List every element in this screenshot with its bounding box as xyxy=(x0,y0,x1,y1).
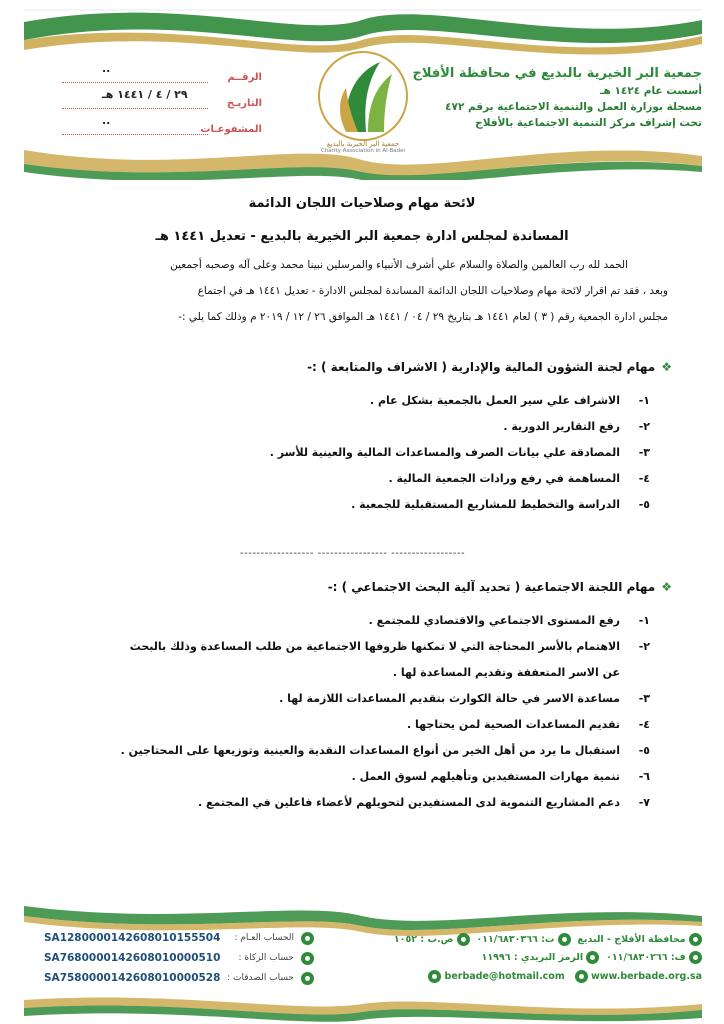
item-text-continued: عن الاسر المتعففة وتقديم المساعدة لها . xyxy=(392,666,620,679)
number-dotted-line xyxy=(62,82,208,83)
meta-number-row xyxy=(62,62,262,88)
bank-icon xyxy=(301,972,314,985)
list-item xyxy=(30,414,650,440)
list-item xyxy=(30,686,650,712)
section-divider xyxy=(30,548,694,562)
footer-contact-line1 xyxy=(394,933,702,946)
section-heading-social xyxy=(30,580,694,594)
meta-date-row xyxy=(62,88,262,114)
attachments-label: المشفوعـات xyxy=(200,124,262,135)
org-name: جمعية البر الخيرية بالبديع في محافظة الأفلاج xyxy=(412,66,702,81)
logo-arabic-text: جمعية البر الخيرية بالبديع xyxy=(326,140,400,148)
footer-contact-line3 xyxy=(428,970,702,983)
footer-pobox: ص.ب : ١٠٥٢ xyxy=(393,934,454,945)
date-dotted-line xyxy=(62,108,208,109)
list-item xyxy=(30,466,650,492)
email-icon xyxy=(428,970,441,983)
divider-dashes: ------------------ ----------------- ------------------ xyxy=(240,548,466,559)
number-value: .. xyxy=(102,62,111,75)
item-text: المصادقة علي بيانات الصرف والمساعدات المالية والعينية للأسر . xyxy=(269,446,620,459)
document-subtitle: المساندة لمجلس ادارة جمعية البر الخيرية بالبديع - تعديل ١٤٤١ هـ xyxy=(155,229,569,244)
item-text: استقبال ما يرد من أهل الخير من أنواع المساعدات النقدية والعينية وتوزيعها على المحتاجين . xyxy=(120,744,620,757)
item-number: ٥- xyxy=(638,744,650,757)
intro-line: وبعد ، فقد تم اقرار لائحة مهام وصلاحيات اللجان الدائمة المساندة لمجلس الادارة - تعديل ١٤٤١ هـ في اجتماع xyxy=(197,285,668,297)
intro-line: الحمد لله رب العالمين والصلاة والسلام علي أشرف الأنبياء والمرسلين نبينا محمد وعلى آله وصحبه أجمعين xyxy=(170,259,628,271)
item-number: ٢- xyxy=(638,640,650,653)
item-text: تقديم المساعدات الصحية لمن يحتاجها . xyxy=(406,718,620,731)
diamond-bullet-icon: ❖ xyxy=(661,360,672,374)
section-heading-finance xyxy=(30,360,694,374)
list-item xyxy=(30,388,650,414)
item-text: مساعدة الاسر في حالة الكوارث بتقديم المساعدات اللازمة لها . xyxy=(279,692,620,705)
list-item xyxy=(30,492,650,518)
letter-meta xyxy=(62,62,262,140)
item-number: ٣- xyxy=(638,692,650,705)
footer-phone: ت: ٠١١/٦٨٣٠٣٦٦ xyxy=(476,934,555,945)
footer-website[interactable]: www.berbade.org.sa xyxy=(590,971,702,982)
footer-email[interactable]: berbade@hotmail.com xyxy=(444,971,565,982)
item-number: ٣- xyxy=(638,446,650,459)
account-number: SA1280000142608010155504 xyxy=(44,932,221,944)
item-text: الاشراف علي سير العمل بالجمعية بشكل عام . xyxy=(369,394,620,407)
item-number: ٦- xyxy=(638,770,650,783)
footer-contact-line2 xyxy=(482,951,702,964)
bank-icon xyxy=(301,932,314,945)
account-label: حساب الزكاة : xyxy=(238,953,294,963)
item-text: المساهمة في رفع ورادات الجمعية المالية . xyxy=(388,472,620,485)
item-number: ٥- xyxy=(638,498,650,511)
bank-icon xyxy=(301,952,314,965)
logo-english-text: Charity Association in Al-Badei xyxy=(320,148,406,154)
footer-fax: ف: ٠١١/٦٨٣٠٢٦٦ xyxy=(606,952,686,963)
social-tasks-list xyxy=(30,608,694,816)
item-number: ٧- xyxy=(638,796,650,809)
finance-tasks-list xyxy=(30,388,694,518)
association-logo xyxy=(288,44,438,154)
list-item xyxy=(30,634,650,686)
number-label: الرقــم xyxy=(227,72,262,83)
list-item xyxy=(30,738,650,764)
date-value: ٢٩ / ٤ / ١٤٤١ هـ xyxy=(102,88,188,101)
meta-attachments-row xyxy=(62,114,262,140)
intro-paragraph xyxy=(30,252,694,330)
list-item xyxy=(30,764,650,790)
bank-account-zakat xyxy=(44,952,314,968)
item-number: ٢- xyxy=(638,420,650,433)
account-label: حساب الصدقات : xyxy=(227,973,294,983)
section-heading-text: مهام اللجنة الاجتماعية ( تحديد آلية البحث الاجتماعي ) :- xyxy=(327,580,656,594)
account-number: SA7680000142608010000510 xyxy=(44,952,221,964)
item-text: تنمية مهارات المستفيدين وتأهيلهم لسوق العمل . xyxy=(351,770,620,783)
item-number: ١- xyxy=(638,394,650,407)
list-item xyxy=(30,440,650,466)
item-number: ٤- xyxy=(638,718,650,731)
item-text: رفع المستوى الاجتماعي والاقتصادي للمجتمع . xyxy=(368,614,620,627)
fax-icon xyxy=(689,951,702,964)
list-item xyxy=(30,790,650,816)
logo-emblem-icon xyxy=(288,44,438,144)
attachments-dotted-line xyxy=(62,134,208,135)
letterhead-footer xyxy=(0,904,724,1024)
org-registration: مسجلة بوزارة العمل والتنمية الاجتماعية برقم ٤٧٢ xyxy=(445,101,702,113)
document-title: لائحة مهام وصلاحيات اللجان الدائمة xyxy=(248,196,476,211)
item-number: ٤- xyxy=(638,472,650,485)
item-text: رفع التقارير الدورية . xyxy=(503,420,620,433)
list-item xyxy=(30,608,650,634)
postal-code-icon xyxy=(586,951,599,964)
location-pin-icon xyxy=(689,933,702,946)
phone-icon xyxy=(558,933,571,946)
item-text: دعم المشاريع التنموية لدى المستفيدين لتحويلهم لأعضاء فاعلين في المجتمع . xyxy=(198,796,620,809)
account-label: الحساب العـام : xyxy=(234,933,294,943)
intro-line: مجلس ادارة الجمعية رقم ( ٣ ) لعام ١٤٤١ هـ بتاريخ ٢٩ / ٠٤ / ١٤٤١ هـ الموافق ٢٦ / ١٢ / ٢٠١٩ م وذلك كما يلي :- xyxy=(178,311,668,323)
attachments-value: .. xyxy=(102,114,111,127)
org-founded: أسست عام ١٤٢٤ هـ xyxy=(599,85,702,97)
list-item xyxy=(30,712,650,738)
footer-postal: الرمز البريدي : ١١٩٩٦ xyxy=(481,952,584,963)
globe-icon xyxy=(575,970,588,983)
letterhead-header xyxy=(0,0,724,180)
item-text: الاهتمام بالأسر المحتاجة التي لا تمكنها ظروفها الاجتماعية من طلب المساعدة وذلك بالبحث xyxy=(129,640,620,653)
diamond-bullet-icon: ❖ xyxy=(661,580,672,594)
section-heading-text: مهام لجنة الشؤون المالية والإدارية ( الاشراف والمتابعة ) :- xyxy=(307,360,656,374)
org-supervision: تحت إشراف مركز التنمية الاجتماعية بالأفلاج xyxy=(475,117,702,129)
footer-location: محافظة الأفلاج - البديع xyxy=(577,934,686,945)
bank-account-charity xyxy=(44,972,314,988)
document-body xyxy=(30,190,694,816)
item-number: ١- xyxy=(638,614,650,627)
bank-account-general xyxy=(44,932,314,948)
date-label: التاريـخ xyxy=(226,98,262,109)
mailbox-icon xyxy=(457,933,470,946)
item-text: الدراسة والتخطيط للمشاريع المستقبلية للجمعية . xyxy=(351,498,620,511)
organization-info xyxy=(402,66,702,129)
account-number: SA7580000142608010000528 xyxy=(44,972,221,984)
